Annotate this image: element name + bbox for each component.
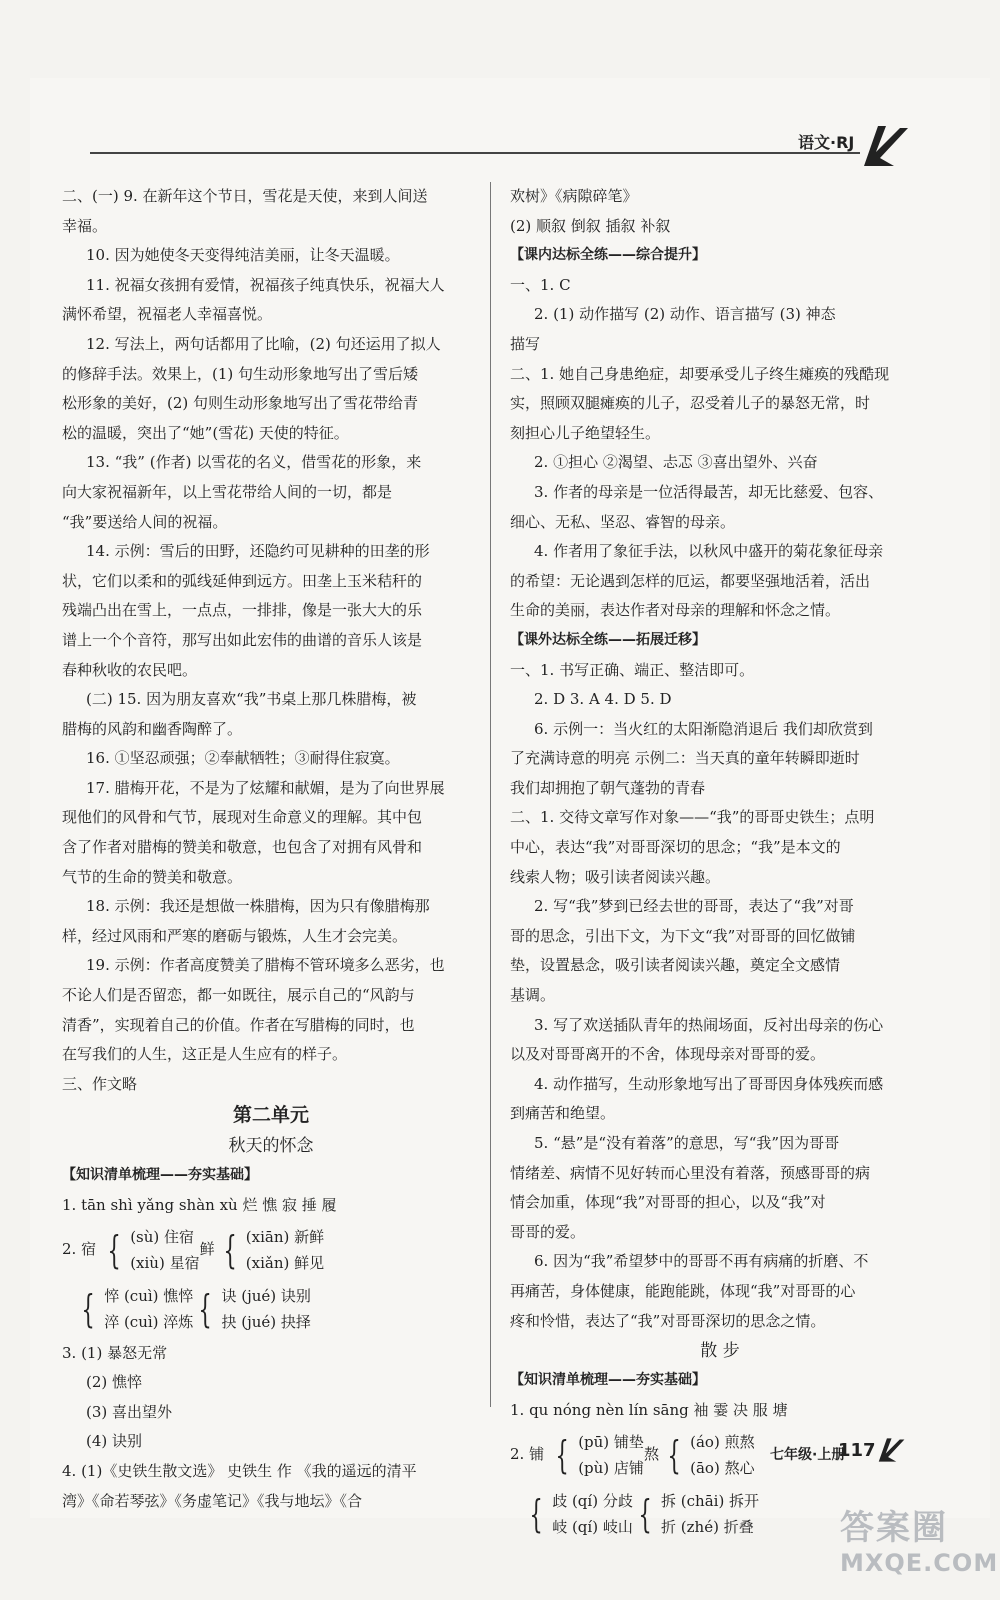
answer-line: 16. ①坚忍顽强；②奉献牺牲；③耐得住寂寞。: [86, 749, 400, 768]
brace-row: (xiù) 星宿: [130, 1254, 200, 1273]
brace-icon: {: [638, 1491, 652, 1536]
answer-line: 刻担心儿子绝望轻生。: [510, 423, 661, 442]
answer-line: 12. 写法上，两句话都用了比喻，(2) 句还运用了拟人: [86, 334, 441, 353]
lesson-title: 秋天的怀念: [228, 1136, 314, 1157]
answer-line: 三、作文略: [62, 1074, 138, 1093]
answer-line: 二、(一) 9. 在新年这个节日，雪花是天使，来到人间送: [62, 187, 428, 205]
answer-line: 情会加重，体现“我”对哥哥的担心，以及“我”对: [510, 1193, 826, 1212]
answer-line: 19. 示例：作者高度赞美了腊梅不管环境多么恶劣，也: [86, 956, 445, 975]
answer-line: 17. 腊梅开花，不是为了炫耀和献媚，是为了向世界展: [86, 778, 445, 797]
answer-line: 在写我们的人生，这正是人生应有的样子。: [62, 1045, 348, 1064]
inclass-answer-lines: [510, 271, 930, 626]
brace-label: 2. 宿: [62, 1240, 97, 1259]
brace-row: 折 (zhé) 折叠: [661, 1517, 754, 1536]
answer-line: 二、1. 交待文章写作对象——“我”的哥哥史铁生；点明: [510, 808, 875, 827]
unit-title: 第二单元: [232, 1104, 309, 1127]
answer-line: (3) 喜出望外: [86, 1402, 173, 1421]
brace-row: 悴 (cuì) 憔悴: [104, 1287, 194, 1306]
page-number: 117: [838, 1440, 876, 1461]
grade-label: 七年级·上册: [770, 1447, 846, 1463]
answer-line: 一、1. C: [510, 275, 571, 294]
k-logo-icon: [860, 122, 910, 170]
brace-group-1: [62, 1221, 480, 1280]
left-column: [62, 182, 480, 1516]
brace-row: (pù) 店铺: [578, 1458, 644, 1477]
brace-item: [62, 1221, 200, 1280]
left-answer-lines: [62, 182, 480, 1099]
answer-line: 松形象的美好，(2) 句则生动形象地写出了雪花带给青: [62, 394, 419, 413]
answer-line: 4. 动作描写，生动形象地写出了哥哥因身体残疾而感: [534, 1074, 884, 1093]
brace-row: (áo) 煎熬: [690, 1432, 755, 1451]
brace-item: [644, 1425, 755, 1484]
answer-line: 情绪差、病情不见好转而心里没有着落，预感哥哥的病: [510, 1163, 871, 1182]
pinyin-line: 1. qu nóng nèn lín sāng 袖 霎 决 服 塘: [510, 1400, 788, 1419]
answer-line: 14. 示例：雪后的田野，还隐约可见耕种的田垄的形: [86, 542, 430, 561]
brace-row: 歧 (qí) 分歧: [552, 1491, 633, 1510]
answer-line: 满怀希望，祝福老人幸福喜悦。: [62, 305, 273, 324]
watermark-url: MXQE.COM: [840, 1549, 999, 1577]
answer-line: 我们却拥抱了朝气蓬勃的青春: [510, 778, 706, 797]
answer-line: “我”要送给人间的祝福。: [62, 512, 228, 531]
answer-line: 的修辞手法。效果上，(1) 句生动形象地写出了雪后矮: [62, 364, 419, 383]
brace-row: 诀 (jué) 诀别: [221, 1287, 311, 1306]
answer-line: 腊梅的风韵和幽香陶醉了。: [62, 719, 243, 738]
answer-line: 的希望：无论遇到怎样的厄运，都要坚强地活着，活出: [510, 571, 871, 590]
brace-label: 熬: [643, 1445, 659, 1464]
answer-line: 清香”，实现着自己的价值。作者在写腊梅的同时，也: [62, 1015, 415, 1034]
answer-line: 春种秋收的农民吧。: [62, 660, 198, 679]
answer-line: 基调。: [510, 986, 556, 1005]
brace-item: [200, 1221, 325, 1280]
brace-row: (pū) 铺垫: [578, 1432, 644, 1451]
pinyin-line: 1. tān shì yǎng shàn xù 烂 憔 寂 捶 履: [62, 1196, 337, 1214]
brace-item: [524, 1484, 633, 1543]
brace-icon: {: [529, 1491, 543, 1536]
answer-line: 2. ①担心 ②渴望、忐忑 ③喜出望外、兴奋: [534, 453, 818, 472]
answer-line: 松的温暖，突出了“她”(雪花) 天使的特征。: [62, 423, 349, 442]
answer-line: 2. (1) 动作描写 (2) 动作、语言描写 (3) 神态: [534, 305, 836, 324]
answer-line: 状，它们以柔和的弧线延伸到远方。田垄上玉米秸秆的: [62, 571, 423, 590]
outclass-answer-lines: [510, 656, 930, 1337]
brace-label: 2. 铺: [510, 1445, 545, 1464]
answer-line: 垫，设置悬念，吸引读者阅读兴趣，奠定全文感情: [510, 956, 841, 975]
brace-row: 拆 (chāi) 拆开: [661, 1491, 760, 1510]
brace-icon: {: [667, 1432, 681, 1477]
lesson-title: 散 步: [700, 1341, 740, 1362]
answer-line: 5. “悬”是“没有着落”的意思，写“我”因为哥哥: [534, 1134, 840, 1152]
right-column: [510, 182, 930, 1543]
answer-line: 线索人物；吸引读者阅读兴趣。: [510, 867, 721, 886]
answer-line: 细心、无私、坚忍、睿智的母亲。: [510, 512, 736, 531]
column-divider: [490, 182, 491, 1407]
answer-line: (2) 顺叙 倒叙 插叙 补叙: [510, 216, 671, 235]
brace-icon: {: [223, 1228, 237, 1273]
brace-row: (xiān) 新鲜: [245, 1228, 325, 1247]
answer-line: 11. 祝福女孩拥有爱情，祝福孩子纯真快乐，祝福大人: [86, 275, 445, 294]
answer-line: 到痛苦和绝望。: [510, 1104, 616, 1123]
answer-line: (4) 诀别: [86, 1432, 143, 1451]
answer-line: 残端凸出在雪上，一点点，一排排，像是一张大大的乐: [62, 601, 423, 620]
subject-title: 语文·RJ: [798, 133, 855, 152]
section-heading: 【知识清单梳理——夯实基础】: [510, 1372, 706, 1389]
brace-icon: {: [198, 1287, 213, 1332]
site-watermark: [840, 1500, 999, 1580]
answer-line: 以及对哥哥离开的不舍，体现母亲对哥哥的爱。: [510, 1045, 826, 1064]
brace-icon: {: [107, 1228, 121, 1273]
answer-line: 不论人们是否留恋，都一如既往，展示自己的“风韵与: [62, 986, 415, 1005]
brace-row: 淬 (cuì) 淬炼: [104, 1313, 194, 1332]
brace-item: [76, 1280, 193, 1339]
answer-line: 中心，表达“我”对哥哥深切的思念；“我”是本文的: [510, 838, 841, 857]
answer-line: 4. 作者用了象征手法，以秋风中盛开的菊花象征母亲: [534, 542, 884, 561]
answer-line: 哥的思念，引出下文，为下文“我”对哥哥的回忆做铺: [510, 926, 856, 945]
answer-line: 幸福。: [62, 216, 108, 235]
k-logo-icon: [876, 1436, 906, 1464]
answer-line: 6. 因为“我”希望梦中的哥哥不再有病痛的折磨、不: [534, 1252, 869, 1271]
answer-line: 13. “我” (作者) 以雪花的名义，借雪花的形象，来: [86, 453, 422, 472]
answer-line: 3. 写了欢送插队青年的热闹场面，反衬出母亲的伤心: [534, 1015, 884, 1034]
answer-line: 18. 示例：我还是想做一株腊梅，因为只有像腊梅那: [86, 897, 430, 916]
answer-line: 气节的生命的赞美和敬意。: [62, 867, 243, 886]
brace-item: [193, 1280, 311, 1339]
answer-line: 2. 写“我”梦到已经去世的哥哥，表达了“我”对哥: [534, 897, 854, 916]
answer-line: 现他们的风骨和气节，展现对生命意义的理解。其中包: [62, 808, 423, 827]
answer-line: 再痛苦，身体健康，能跑能跳，体现“我”对哥哥的心: [510, 1281, 856, 1300]
answer-line: 谱上一个个音符，那写出如此宏伟的曲谱的音乐人该是: [62, 630, 423, 649]
brace-row: (xiǎn) 鲜见: [245, 1254, 325, 1273]
answer-line: 实，照顾双腿瘫痪的儿子，忍受着儿子的暴怒无常，时: [510, 394, 871, 413]
answer-line: 样，经过风雨和严寒的磨砺与锻炼，人生才会完美。: [62, 926, 408, 945]
answer-line: 3. (1) 暴怒无常: [62, 1343, 168, 1362]
answer-line: 6. 示例一：当火红的太阳渐隐消退后 我们却欣赏到: [534, 719, 873, 738]
answer-line: 哥哥的爱。: [510, 1222, 586, 1241]
brace-item: [633, 1484, 759, 1543]
answer-line: 3. 作者的母亲是一位活得最苦，却无比慈爱、包容、: [534, 482, 884, 501]
answer-line: 二、1. 她自己身患绝症，却要承受儿子终生瘫痪的残酷现: [510, 364, 890, 383]
brace-icon: {: [555, 1432, 569, 1477]
brace-row: 抉 (jué) 抉择: [221, 1313, 311, 1332]
brace-item: [510, 1425, 644, 1484]
answer-line: 一、1. 书写正确、端正、整洁即可。: [510, 660, 755, 679]
answer-line: (2) 憔悴: [86, 1373, 143, 1392]
answer-line: 4. (1)《史铁生散文选》 史铁生 作 《我的遥远的清平: [62, 1461, 417, 1480]
answer-line: 10. 因为她使冬天变得纯洁美丽，让冬天温暖。: [86, 246, 400, 265]
brace-group-2: [62, 1280, 480, 1339]
brace-icon: {: [81, 1287, 95, 1332]
answer-line: 生命的美丽，表达作者对母亲的理解和怀念之情。: [510, 601, 841, 620]
watermark-logo-text: 答案圈: [840, 1508, 948, 1548]
brace-row: (sù) 住宿: [130, 1228, 195, 1247]
answer-line: 向大家祝福新年，以上雪花带给人间的一切，都是: [62, 482, 393, 501]
answer-line: 描写: [510, 334, 541, 353]
answer-line: 含了作者对腊梅的赞美和敬意，也包含了对拥有风骨和: [62, 838, 423, 857]
answer-line: 了充满诗意的明亮 示例二：当天真的童年转瞬即逝时: [510, 749, 860, 768]
answer-line: 欢树》《病隙碎笔》: [510, 187, 638, 205]
answer-line: 疼和怜惜，表达了“我”对哥哥深切的思念之情。: [510, 1311, 826, 1330]
answer-line: (二) 15. 因为朋友喜欢“我”书桌上那几株腊梅，被: [86, 690, 417, 709]
section-heading: 【课内达标全练——综合提升】: [510, 247, 706, 264]
section-heading: 【课外达标全练——拓展迁移】: [510, 631, 706, 648]
brace-label: 鲜: [199, 1240, 215, 1259]
brace-row: 岐 (qí) 岐山: [552, 1517, 633, 1536]
answer-line: 湾》《命若琴弦》《务虚笔记》《我与地坛》《合: [62, 1491, 363, 1510]
header-rule: [90, 152, 860, 154]
answer-line: 2. D 3. A 4. D 5. D: [534, 690, 672, 709]
brace-row: (āo) 熬心: [690, 1458, 755, 1477]
section-heading: 【知识清单梳理——夯实基础】: [62, 1167, 258, 1184]
